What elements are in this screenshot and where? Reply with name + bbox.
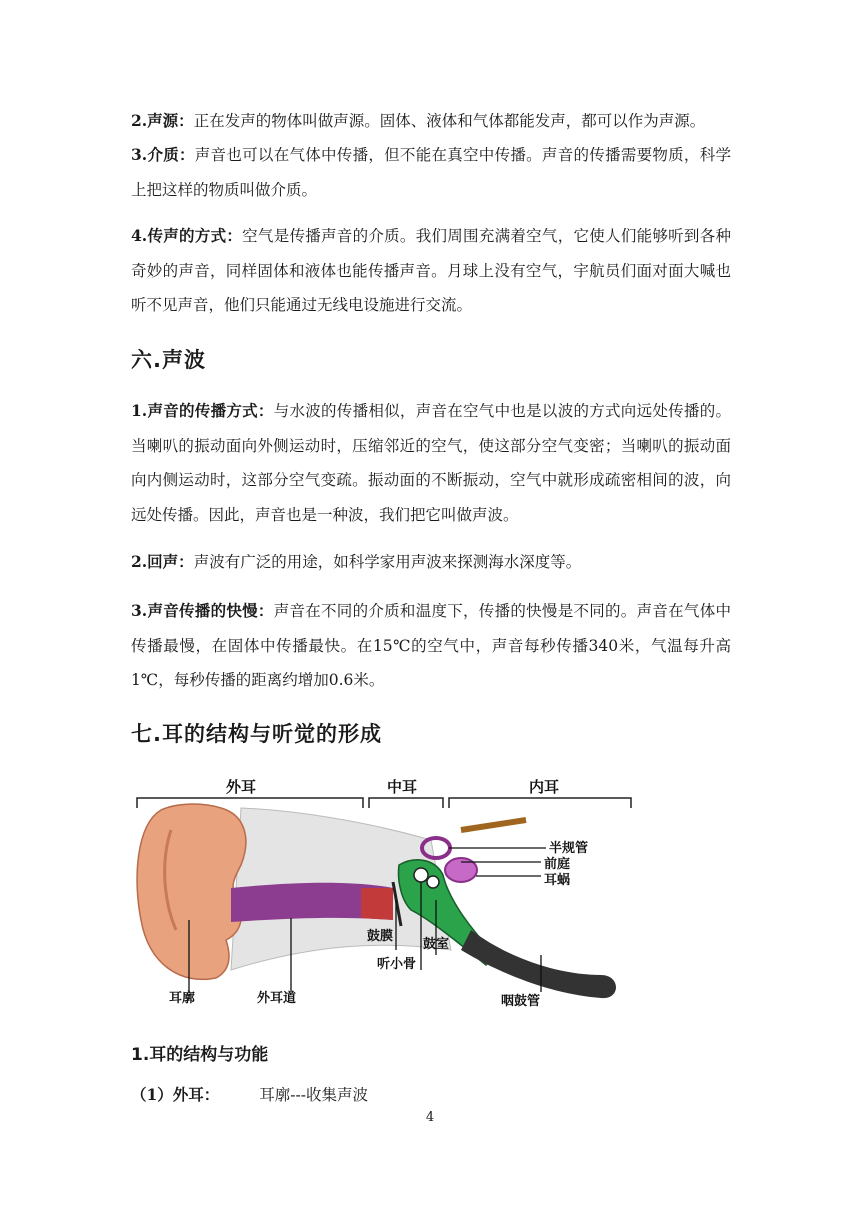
paragraph-transmission <box>131 219 731 323</box>
label-auricle: 耳廓 <box>169 991 196 1006</box>
auricle-shape <box>137 804 246 979</box>
text-transmission: 空气是传播声音的介质。我们周围充满着空气，它使人们能够听到各种奇妙的声音，同样固体和液体也能传播声音。月球上没有空气，宇航员们面对面大喊也听不见声音，他们只能通过无线电设施进行交流。 <box>131 227 731 314</box>
heading-sound-wave: 六.声波 <box>131 348 206 372</box>
ear-diagram <box>131 770 641 1020</box>
label-middle-ear: 中耳 <box>387 778 418 796</box>
label-semicircular: 半规管 <box>549 841 589 856</box>
text-medium: 声音也可以在气体中传播，但不能在真空中传播。声音的传播需要物质，科学上把这样的物质叫做介质。 <box>131 146 731 199</box>
nerve-shape <box>461 820 526 830</box>
label-inner-ear: 内耳 <box>529 778 560 796</box>
label-speed: 3.声音传播的快慢： <box>131 601 274 620</box>
paragraph-outer-ear <box>131 1078 531 1113</box>
text-echo: 声波有广泛的用途，如科学家用声波来探测海水深度等。 <box>193 553 582 571</box>
text-sound-source: 正在发声的物体叫做声源。固体、液体和气体都能发声，都可以作为声源。 <box>193 112 706 130</box>
heading-ear-structure: 七.耳的结构与听觉的形成 <box>131 722 382 746</box>
paragraph-speed <box>131 594 731 698</box>
label-eardrum: 鼓膜 <box>367 929 394 944</box>
text-speed: 声音在不同的介质和温度下，传播的快慢是不同的。声音在气体中传播最慢，在固体中传播最快。在15℃的空气中，声音每秒传播340米，气温每升高1℃，每秒传播的距离约增加0.6米。 <box>131 602 731 689</box>
label-vestibule: 前庭 <box>544 857 571 872</box>
inner-ear-bracket <box>449 798 631 808</box>
paragraph-propagation <box>131 394 731 532</box>
label-echo: 2.回声： <box>131 552 194 571</box>
label-outer-ear-item: （1）外耳： <box>131 1085 220 1104</box>
heading-ear-function: 1.耳的结构与功能 <box>131 1045 269 1065</box>
paragraph-echo <box>131 545 731 580</box>
label-ear-canal: 外耳道 <box>257 991 297 1006</box>
text-propagation: 与水波的传播相似，声音在空气中也是以波的方式向远处传播的。当喇叭的振动面向外侧运动时，压缩邻近的空气，使这部分空气变密；当喇叭的振动面向内侧运动时，这部分空气变疏。振动面的不断振动，空气中就形成疏密相间的波，向远处传播。因此，声音也是一种波，我们把它叫做声波。 <box>131 402 731 524</box>
middle-ear-bracket <box>369 798 443 808</box>
label-eustachian: 咽鼓管 <box>501 994 541 1009</box>
paragraph-sound-source <box>131 104 731 139</box>
paragraph-medium <box>131 138 731 207</box>
label-ossicles: 听小骨 <box>377 957 417 972</box>
label-cochlea: 耳蜗 <box>544 873 571 888</box>
ossicle-1 <box>414 868 428 882</box>
text-outer-ear-item: 耳廓---收集声波 <box>259 1086 369 1104</box>
label-propagation: 1.声音的传播方式： <box>131 401 274 420</box>
page-number: 4 <box>425 1110 435 1125</box>
label-sound-source: 2.声源： <box>131 111 194 130</box>
label-tympanic: 鼓室 <box>423 937 450 952</box>
ossicle-2 <box>427 876 439 888</box>
label-medium: 3.介质： <box>131 145 195 164</box>
canal-end <box>361 888 393 920</box>
ear-diagram-svg <box>131 770 641 1020</box>
label-outer-ear: 外耳 <box>226 778 257 796</box>
label-transmission: 4.传声的方式： <box>131 226 243 245</box>
